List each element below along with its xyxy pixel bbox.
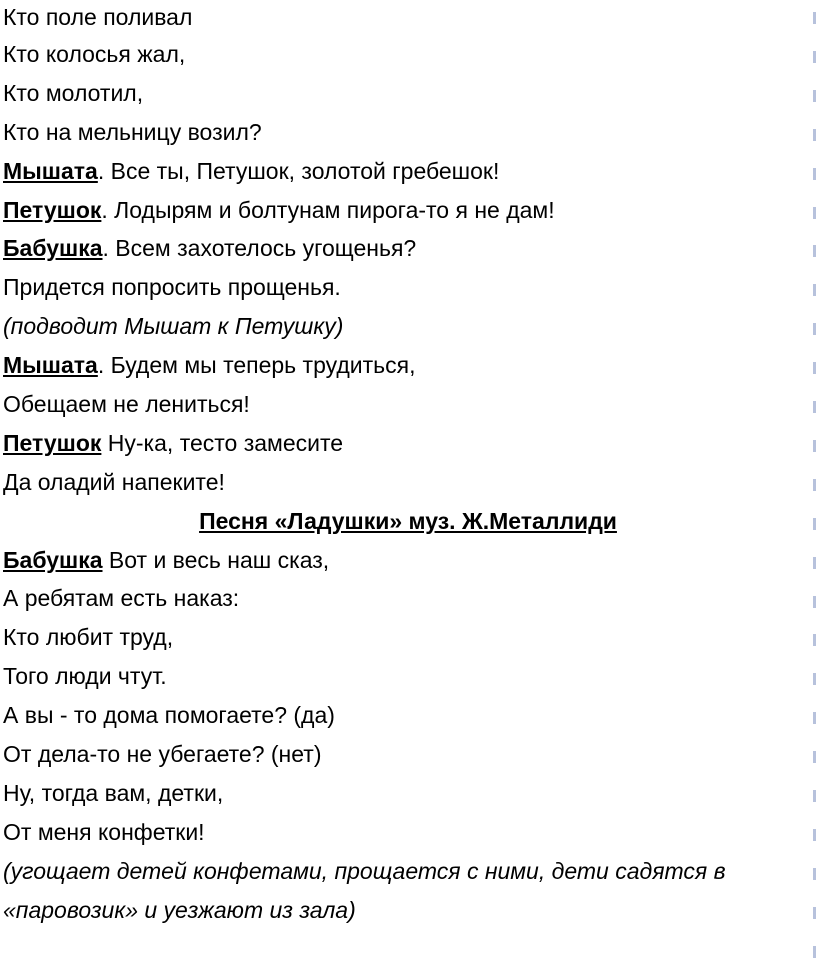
text-line: Обещаем не лениться!	[3, 391, 250, 418]
margin-mark	[811, 634, 816, 646]
margin-mark	[811, 401, 816, 413]
margin-mark	[811, 751, 816, 763]
margin-mark	[811, 712, 816, 724]
margin-mark	[811, 440, 816, 452]
dialogue-text: Ну-ка, тесто замесите	[101, 429, 344, 456]
margin-mark	[811, 868, 816, 880]
text-line: Придется попросить прощенья.	[3, 274, 341, 301]
margin-mark	[811, 790, 816, 802]
margin-mark	[811, 946, 816, 958]
margin-mark	[811, 479, 816, 491]
speaker-name: Мышата	[3, 157, 98, 184]
song-title: Песня «Ладушки» муз. Ж.Металлиди	[199, 507, 617, 534]
margin-mark	[811, 829, 816, 841]
speaker-name: Петушок	[3, 196, 102, 223]
margin-mark	[811, 245, 816, 257]
margin-mark	[811, 557, 816, 569]
speaker-name: Мышата	[3, 352, 98, 379]
margin-mark	[811, 168, 816, 180]
margin-mark	[811, 673, 816, 685]
text-line: Кто колосья жал,	[3, 41, 186, 67]
margin-mark	[811, 362, 816, 374]
text-line: Кто любит труд,	[3, 624, 174, 651]
margin-mark	[811, 323, 816, 335]
text-line: От меня конфетки!	[3, 818, 205, 845]
text-line: А ребятам есть наказ:	[3, 585, 240, 612]
margin-mark	[811, 596, 816, 608]
dialogue-text: . Все ты, Петушок, золотой гребешок!	[97, 157, 500, 184]
margin-mark	[811, 284, 816, 296]
stage-direction: (угощает детей конфетами, прощается с ними, дети садятся в	[3, 857, 726, 884]
text-line: Того люди чтут.	[3, 663, 167, 690]
dialogue-text: . Лодырям и болтунам пирога-то я не дам!	[101, 196, 555, 223]
dialogue-line	[0, 424, 800, 463]
dialogue-line	[0, 191, 800, 230]
dialogue-line	[0, 346, 800, 385]
text-line: Кто на мельницу возил?	[3, 118, 262, 145]
margin-mark	[811, 207, 816, 219]
margin-mark	[811, 51, 816, 63]
text-line: Кто молотил,	[3, 79, 144, 106]
dialogue-line	[0, 541, 800, 580]
margin-mark	[811, 907, 816, 919]
margin-mark	[811, 12, 816, 24]
speaker-name: Бабушка	[3, 235, 103, 262]
margin-mark	[811, 129, 816, 141]
stage-direction: (подводит Мышат к Петушку)	[3, 313, 344, 340]
speaker-name: Петушок	[3, 429, 102, 456]
text-line: Кто поле поливал	[3, 4, 193, 30]
margin-mark	[811, 90, 816, 102]
text-line: От дела-то не убегаете? (нет)	[3, 741, 322, 768]
right-margin-marks	[810, 0, 816, 960]
dialogue-line	[0, 152, 800, 191]
stage-direction: «паровозик» и уезжают из зала)	[3, 896, 356, 923]
speaker-name: Бабушка	[3, 546, 103, 573]
dialogue-text: Вот и весь наш сказ,	[102, 546, 330, 573]
text-line: А вы - то дома помогаете? (да)	[3, 702, 335, 729]
dialogue-text: . Всем захотелось угощенья?	[102, 235, 417, 262]
dialogue-line	[0, 229, 800, 268]
margin-mark	[811, 518, 816, 530]
text-line: Ну, тогда вам, детки,	[3, 779, 224, 806]
text-line: Да оладий напеките!	[3, 468, 225, 495]
dialogue-text: . Будем мы теперь трудиться,	[97, 352, 416, 379]
